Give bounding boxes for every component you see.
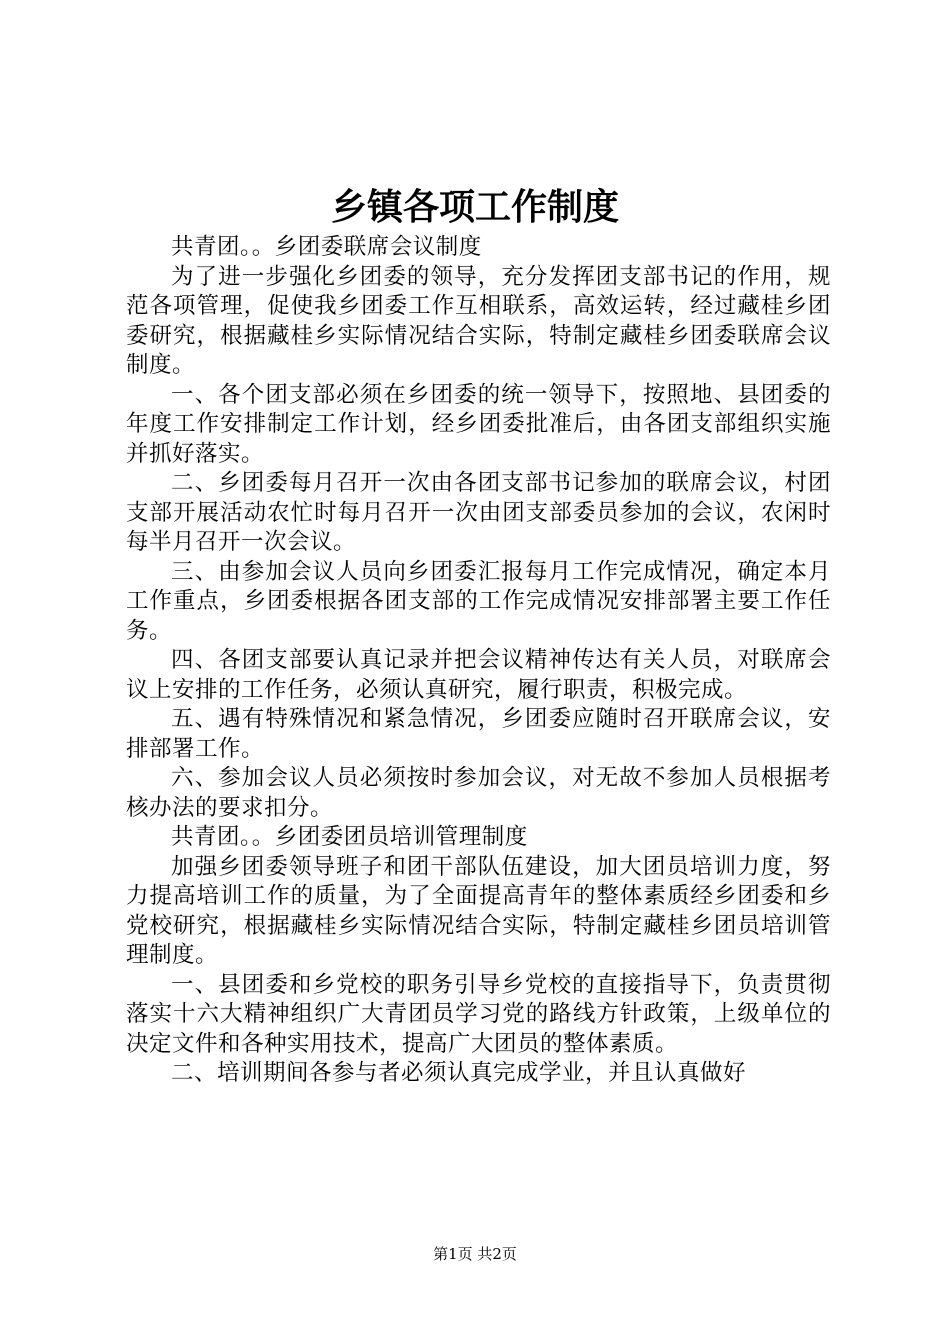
paragraph-rule-1-6: 六、参加会议人员必须按时参加会议，对无故不参加人员根据考核办法的要求扣分。 xyxy=(126,765,831,821)
paragraph-section-heading-1: 共青团。。乡团委联席会议制度 xyxy=(171,234,482,260)
document-body xyxy=(126,233,831,1089)
paragraph-intro-1: 为了进一步强化乡团委的领导，充分发挥团支部书记的作用，规范各项管理，促使我乡团委工作互相联系，高效运转，经过藏桂乡团委研究，根据藏桂乡实际情况结合实际，特制定藏桂乡团委联席会议制度。 xyxy=(126,263,831,378)
paragraph-rule-1-3: 三、由参加会议人员向乡团委汇报每月工作完成情况，确定本月工作重点，乡团委根据各团支部的工作完成情况安排部署主要工作任务。 xyxy=(126,558,831,644)
page-footer: 第1页 共2页 xyxy=(433,1245,517,1263)
paragraph-rule-1-1: 一、各个团支部必须在乡团委的统一领导下，按照地、县团委的年度工作安排制定工作计划，经乡团委批准后，由各团支部组织实施并抓好落实。 xyxy=(126,381,831,467)
paragraph-rule-1-4: 四、各团支部要认真记录并把会议精神传达有关人员，对联席会议上安排的工作任务，必须认真研究，履行职责，积极完成。 xyxy=(126,647,831,703)
paragraph-section-heading-2: 共青团。。乡团委团员培训管理制度 xyxy=(171,824,528,850)
paragraph-intro-2: 加强乡团委领导班子和团干部队伍建设，加大团员培训力度，努力提高培训工作的质量，为了全面提高青年的整体素质经乡团委和乡党校研究，根据藏桂乡实际情况结合实际，特制定藏桂乡团员培训管理制度。 xyxy=(126,853,831,968)
paragraph-rule-2-2: 二、培训期间各参与者必须认真完成学业，并且认真做好 xyxy=(171,1060,747,1086)
paragraph-rule-2-1: 一、县团委和乡党校的职务引导乡党校的直接指导下，负责贯彻落实十六大精神组织广大青团员学习党的路线方针政策，上级单位的决定文件和各种实用技术，提高广大团员的整体素质。 xyxy=(126,971,831,1057)
document-title: 乡镇各项工作制度 xyxy=(330,186,619,228)
paragraph-rule-1-5: 五、遇有特殊情况和紧急情况，乡团委应随时召开联席会议，安排部署工作。 xyxy=(126,706,831,762)
paragraph-rule-1-2: 二、乡团委每月召开一次由各团支部书记参加的联席会议，村团支部开展活动农忙时每月召开一次由团支部委员参加的会议，农闲时每半月召开一次会议。 xyxy=(126,470,831,555)
